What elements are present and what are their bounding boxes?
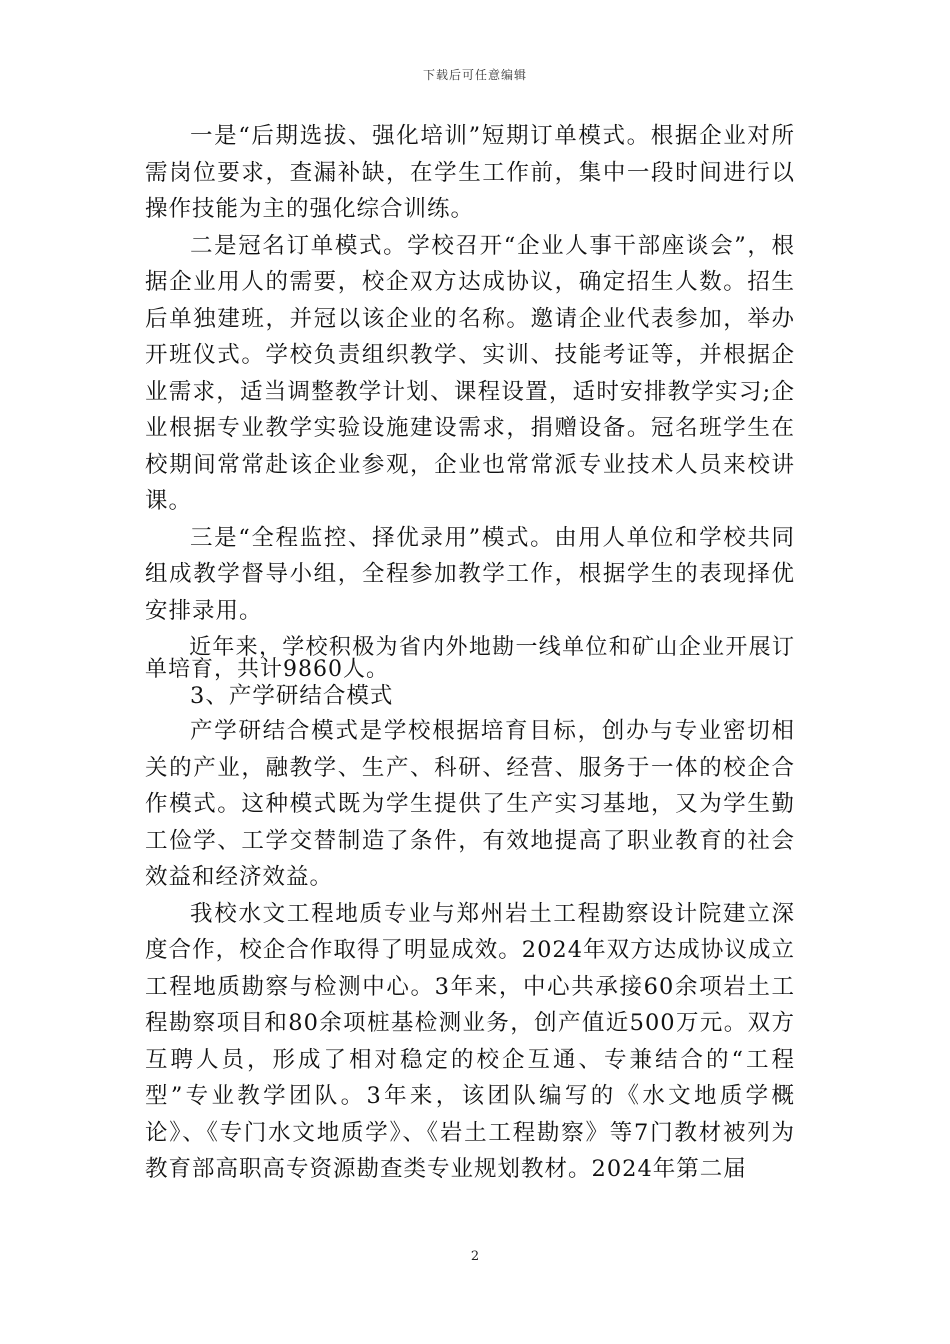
paragraph-order-mode-1: 一是“后期选拔、强化培训”短期订单模式。根据企业对所需岗位要求，查漏补缺，在学生工作前，集中一段时间进行以操作技能为主的强化综合训练。 — [145, 123, 795, 222]
paragraph-order-mode-2: 二是冠名订单模式。学校召开“企业人事干部座谈会”，根据企业用人的需要，校企双方达成协议，确定招生人数。招生后单独建班，并冠以该企业的名称。邀请企业代表参加，举办开班仪式。学校负责组织教学、实训、技能考证等，并根据企业需求，适当调整教学计划、课程设置，适时安排教学实习;企业根据专业教学实验设施建设需求，捐赠设备。冠名班学生在校期间常常赴该企业参观，企业也常常派专业技术人员来校讲课。 — [145, 232, 795, 514]
paragraph-cooperation-case: 我校水文工程地质专业与郑州岩土工程勘察设计院建立深度合作，校企合作取得了明显成效。2024年双方达成协议成立工程地质勘察与检测中心。3年来，中心共承接60余项岩土工程勘察项目和80余项桩基检测业务，创产值近500万元。双方互聘人员，形成了相对稳定的校企互通、专兼结合的“工程型”专业教学团队。3年来，该团队编写的《水文地质学概论》、《专门水文地质学》、《岩土工程勘察》等7门教材被列为教育部高职高专资源勘查类专业规划教材。2024年第二届 — [145, 900, 795, 1182]
paragraph-training-count: 近年来，学校积极为省内外地勘一线单位和矿山企业开展订单培育，共计9860人。 — [145, 635, 795, 682]
paragraph-industry-research: 产学研结合模式是学校根据培育目标，创办与专业密切相关的产业，融教学、生产、科研、经营、服务于一体的校企合作模式。这种模式既为学生提供了生产实习基地，又为学生勤工俭学、工学交替制造了条件，有效地提高了职业教育的社会效益和经济效益。 — [145, 718, 795, 890]
header-note: 下载后可任意编辑 — [422, 68, 527, 82]
section-heading: 3、产学研结合模式 — [190, 683, 394, 709]
page-number: 2 — [470, 1249, 480, 1264]
paragraph-order-mode-3: 三是“全程监控、择优录用”模式。由用人单位和学校共同组成教学督导小组，全程参加教学工作，根据学生的表现择优安排录用。 — [145, 524, 795, 624]
document-body — [145, 118, 795, 1188]
